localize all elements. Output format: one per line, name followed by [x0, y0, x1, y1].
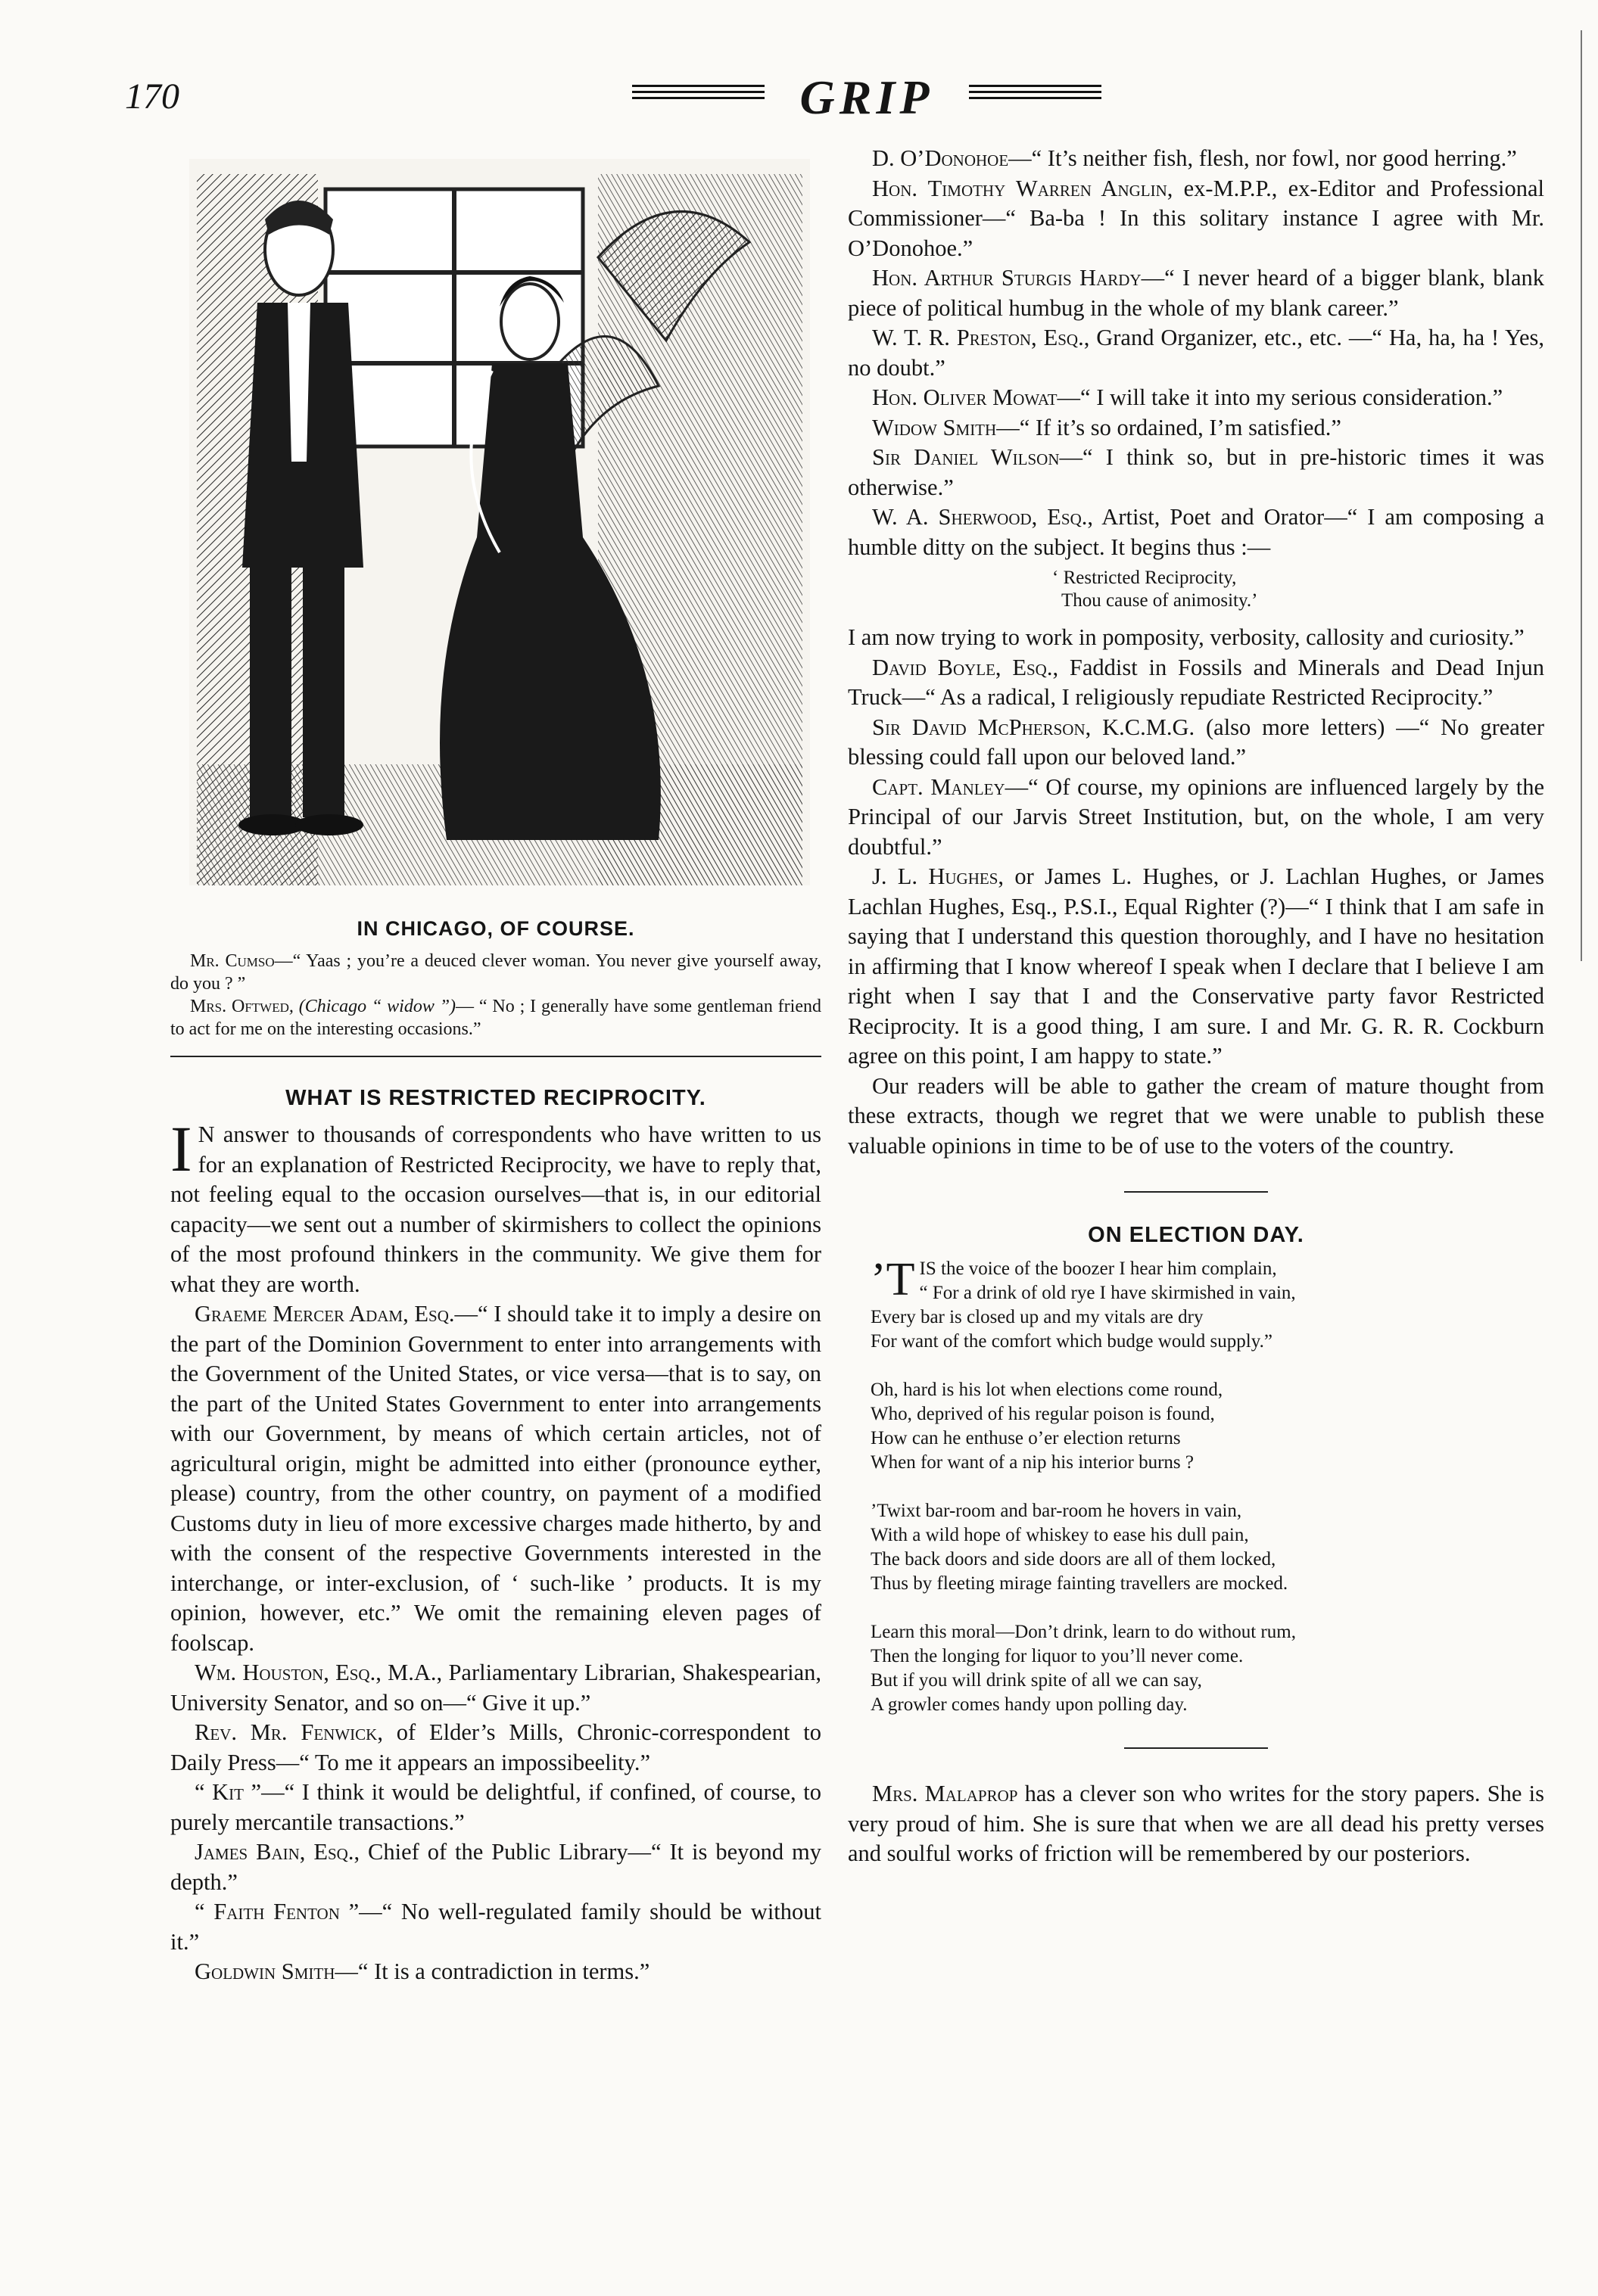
poem-line: “ For a drink of old rye I have skirmished in vain, — [919, 1283, 1296, 1303]
article-dropcap: I — [170, 1112, 192, 1185]
article-conclusion: Our readers will be able to gather the cream of mature thought from these extracts, though we regret that we were unable to publish these valuable opinions in time to be of use to the voters of the country. — [848, 1072, 1544, 1159]
opinion-text: —“ Of course, my opinions are influenced largely by the Principal of our Jarvis Street Institution, but, on the whole, I am very doubtful.” — [848, 773, 1544, 860]
caption-tag-2: , (Chicago “ widow ”) — [288, 997, 456, 1016]
opinion-name: W. T. R. Preston, Esq. — [872, 325, 1084, 350]
opinion-name: “ Kit ” — [195, 1779, 262, 1805]
opinion-text: , Artist, Poet and Orator—“ I am composing a humble ditty on the subject. It begins thus :— — [848, 504, 1544, 560]
poem-line: ’Twixt bar-room and bar-room he hovers in vain, — [871, 1501, 1242, 1521]
opinion-paragraph — [170, 1299, 821, 1658]
poem-stanza — [871, 1378, 1544, 1475]
poem-line: How can he enthuse o’er election returns — [871, 1428, 1181, 1448]
opinion-name: Widow Smith — [872, 414, 997, 440]
verse-line: Thou cause of animosity.’ — [1061, 590, 1258, 611]
poem-stanza — [871, 1620, 1544, 1717]
opinion-name: David Boyle, Esq. — [872, 654, 1053, 680]
opinion-name: Hon. Timothy Warren Anglin — [872, 175, 1167, 201]
opinion-name: Hon. Arthur Sturgis Hardy — [872, 265, 1142, 291]
opinion-paragraph — [848, 144, 1544, 174]
closing-paragraph — [848, 1779, 1544, 1869]
cartoon-drawing — [174, 144, 825, 901]
opinion-text: —“ No well-regulated family should be without it.” — [170, 1899, 821, 1955]
opinion-paragraph — [848, 413, 1544, 443]
opinion-name: Graeme Mercer Adam, Esq. — [195, 1301, 455, 1327]
poem-line: With a wild hope of whiskey to ease his dull pain, — [871, 1525, 1249, 1545]
poem — [871, 1254, 1544, 1717]
poem-stanza — [871, 1254, 1544, 1354]
opinion-text: , M.A., Parliamentary Librarian, Shakespearian, University Senator, and so on—“ Give it up.” — [170, 1660, 821, 1716]
caption-line-2 — [170, 995, 821, 1041]
poem-line: Thus by fleeting mirage fainting travellers are mocked. — [871, 1573, 1288, 1594]
opinion-text: —“ I will take it into my serious consideration.” — [1057, 384, 1503, 410]
poem-line: The back doors and side doors are all of them locked, — [871, 1549, 1276, 1570]
article-intro-text: N answer to thousands of correspondents who have written to us for an explanation of Restricted Reciprocity, we have to reply that, not feeling equal to the occasion ourselves—that is, in our editorial capacity—we sent out a number of skirmishers to collect the opinions of the most profound thinkers in the community. We give them for what they are worth. — [170, 1122, 821, 1297]
cartoon-caption — [170, 917, 821, 1041]
poem-stanza — [871, 1499, 1544, 1596]
opinion-text: —“ I think it would be delightful, if confined, of course, to purely mercantile transactions.” — [170, 1779, 821, 1835]
opinion-paragraph — [170, 1837, 821, 1897]
poem-line: IS the voice of the boozer I hear him complain, — [919, 1258, 1277, 1279]
opinion-name: W. A. Sherwood, Esq. — [872, 504, 1088, 530]
quoted-verse — [1052, 567, 1544, 612]
article-intro — [170, 1112, 821, 1299]
opinion-name: Rev. Mr. Fenwick — [195, 1719, 378, 1745]
opinion-name: D. O’Donohoe — [872, 145, 1009, 171]
opinion-text: —“ It is a contradiction in terms.” — [335, 1958, 650, 1984]
poem-line: A growler comes handy upon polling day. — [871, 1694, 1188, 1715]
opinion-paragraph — [848, 263, 1544, 323]
opinion-text: , of Elder’s Mills, Chronic-correspondent to Daily Press—“ To me it appears an impossibeelity.” — [170, 1719, 821, 1775]
opinion-name: James Bain, Esq. — [195, 1839, 354, 1865]
opinion-paragraph — [848, 713, 1544, 773]
opinion-name: J. L. Hughes — [872, 863, 998, 889]
opinion-name: Sir David McPherson — [872, 714, 1086, 740]
poem-line: Oh, hard is his lot when elections come round, — [871, 1380, 1223, 1400]
page-edge-rule — [1581, 30, 1582, 961]
verse-line: ‘ Restricted Reciprocity, — [1052, 568, 1237, 588]
cartoon-illustration — [174, 144, 825, 901]
poem-line: Who, deprived of his regular poison is found, — [871, 1404, 1215, 1424]
opinion-name: Capt. Manley — [872, 773, 1005, 800]
opinion-text: —“ It’s neither fish, flesh, nor fowl, nor good herring.” — [1008, 145, 1517, 171]
masthead-rule-left — [632, 85, 765, 106]
opinion-paragraph — [848, 773, 1544, 863]
opinion-name: Sir Daniel Wilson — [872, 444, 1060, 470]
poem-line: When for want of a nip his interior burns ? — [871, 1452, 1194, 1473]
section-divider — [1124, 1747, 1268, 1749]
opinion-text: —“ I never heard of a bigger blank, blank piece of political humbug in the whole of my blank career.” — [848, 265, 1544, 321]
opinion-text: , Faddist in Fossils and Minerals and Dead Injun Truck—“ As a radical, I religiously repudiate Restricted Reciprocity.” — [848, 654, 1544, 710]
masthead-rule-right — [969, 85, 1101, 106]
opinion-text: , or James L. Hughes, or J. Lachlan Hughes, or James Lachlan Hughes, Esq., P.S.I., Equal Righter (?)—“ I think that I am safe in saying that I understand this question thoroughly, and I have no hesitation in affirming that I know whereof I speak when I declare that I believe I am right when I say that I and the Conservative party favor Restricted Reciprocity. It is a good thing, I am sure. I and Mr. G. R. R. Cockburn agree on this point, I am happy to state.” — [848, 863, 1544, 1069]
opinion-paragraph — [848, 174, 1544, 264]
caption-speaker-1: Mr. Cumso — [190, 951, 275, 971]
opinion-paragraph — [170, 1658, 821, 1718]
opinion-text: , Grand Organizer, etc., etc. —“ Ha, ha, ha ! Yes, no doubt.” — [848, 325, 1544, 381]
section-divider — [170, 1056, 821, 1057]
caption-text-1: —“ Yaas ; you’re a deuced clever woman. You never give yourself away, do you ? ” — [170, 951, 821, 994]
poem-line: For want of the comfort which budge would supply.” — [871, 1331, 1272, 1352]
opinion-name: “ Faith Fenton ” — [195, 1899, 360, 1924]
opinion-text: , K.C.M.G. (also more letters) —“ No greater blessing could fall upon our beloved land.” — [848, 714, 1544, 770]
opinion-text: , Chief of the Public Library—“ It is beyond my depth.” — [170, 1839, 822, 1895]
after-verse-text: I am now trying to work in pomposity, verbosity, callosity and curiosity.” — [848, 624, 1525, 650]
caption-text-2: — “ No ; I generally have some gentleman friend to act for me on the interesting occasions.” — [170, 997, 821, 1039]
caption-line-1 — [170, 950, 821, 995]
closing-name: Mrs. Malaprop — [872, 1781, 1018, 1806]
poem-line: But if you will drink spite of all we can say, — [871, 1670, 1202, 1691]
opinion-paragraph — [170, 1778, 821, 1837]
poem-line: Learn this moral—Don’t drink, learn to do without rum, — [871, 1622, 1296, 1642]
opinion-paragraph — [848, 862, 1544, 1072]
opinion-name: Wm. Houston, Esq. — [195, 1660, 376, 1685]
right-column — [848, 144, 1544, 1869]
section-divider — [1124, 1191, 1268, 1193]
closing-text: has a clever son who writes for the story papers. She is very proud of him. She is sure that when we are all dead his pretty verses and soulful works of friction will be remembered by our posteriors. — [848, 1781, 1544, 1866]
opinion-name: Hon. Oliver Mowat — [872, 384, 1058, 410]
article-heading: WHAT IS RESTRICTED RECIPROCITY. — [285, 1086, 706, 1110]
opinion-paragraph — [848, 383, 1544, 413]
caption-title: IN CHICAGO, OF COURSE. — [357, 917, 635, 940]
opinion-paragraph — [170, 1957, 821, 1987]
opinion-paragraph — [848, 653, 1544, 713]
left-column — [170, 144, 821, 1987]
opinion-paragraph — [170, 1718, 821, 1778]
opinion-text: —“ I think so, but in pre-historic times it was otherwise.” — [848, 444, 1544, 500]
page-number: 170 — [125, 76, 179, 117]
opinion-paragraph — [848, 323, 1544, 383]
opinion-paragraph — [848, 502, 1544, 562]
opinion-text: —“ If it’s so ordained, I’m satisfied.” — [996, 414, 1341, 440]
opinion-text: —“ I should take it to imply a desire on the part of the Dominion Government to enter into arrangements with the Government of the United States, or vice versa—that is to say, on the part of the United States Government to enter into arrangements with our Government, by means of which certain articles, not of agricultural origin, might be admitted into either (pronounce eyther, please) country, from the other country, on payment of a modified Customs duty in lieu of more excessive charges made hitherto, by and with the consent of the respective Governments interested in the interchange, or inter-exclusion, of ‘ such-like ’ products. It is my opinion, however, etc.” We omit the remaining eleven pages of foolscap. — [170, 1301, 821, 1656]
opinion-text: , ex-M.P.P., ex-Editor and Professional Commissioner—“ Ba-ba ! In this solitary instance I agree with Mr. O’Donohoe.” — [848, 175, 1545, 261]
poem-heading: ON ELECTION DAY. — [1088, 1223, 1304, 1247]
poem-line: Then the longing for liquor to you’ll never come. — [871, 1646, 1244, 1666]
caption-speaker-2: Mrs. Oftwed — [190, 997, 289, 1016]
opinion-paragraph — [170, 1897, 821, 1957]
opinion-name: Goldwin Smith — [195, 1958, 335, 1984]
opinion-paragraph — [848, 443, 1544, 502]
poem-dropcap: ’T — [871, 1254, 915, 1305]
masthead — [632, 70, 1101, 123]
poem-line: Every bar is closed up and my vitals are dry — [871, 1307, 1204, 1327]
masthead-title: GRIP — [799, 70, 934, 124]
